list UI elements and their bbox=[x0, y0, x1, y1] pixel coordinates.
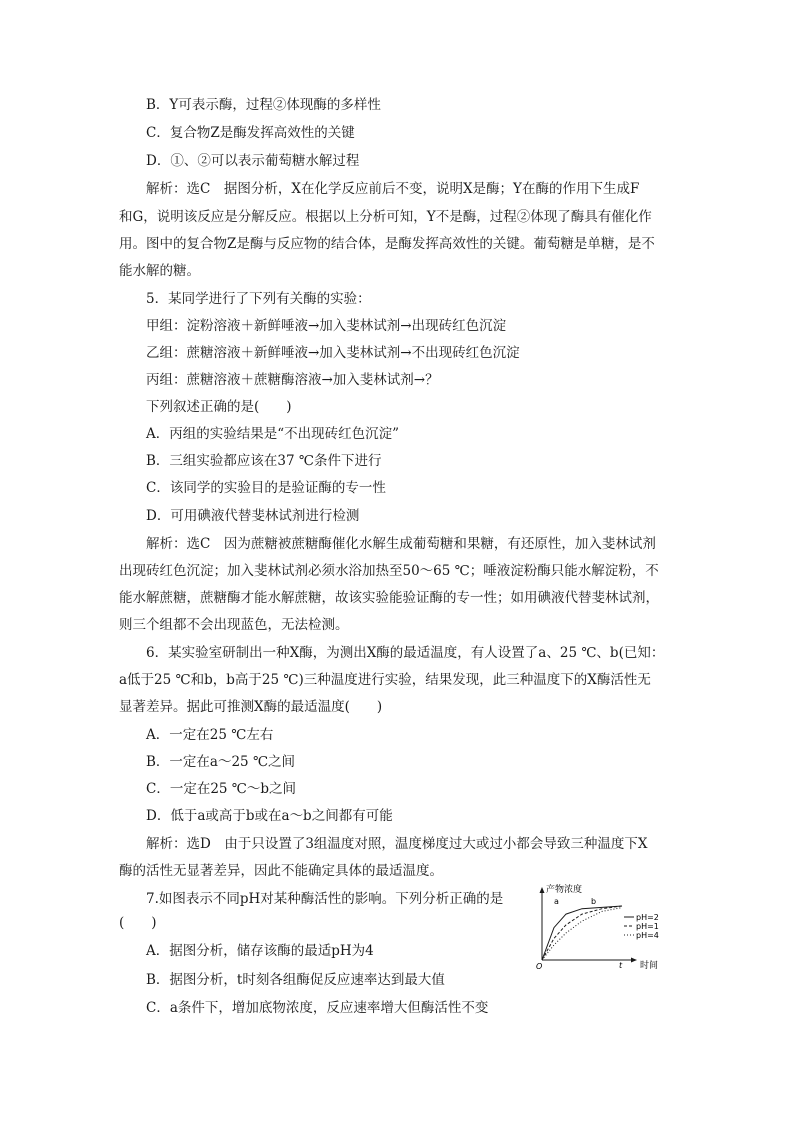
x-axis-arrow bbox=[631, 958, 637, 963]
origin-label: O bbox=[536, 962, 543, 971]
option-c: C．一定在25 ℃～b之间 bbox=[146, 781, 297, 797]
option-c: C．复合物Z是酶发挥高效性的关键 bbox=[146, 125, 355, 141]
question-6-stem: a低于25 ℃和b，b高于25 ℃)三种温度进行实验，结果发现，此三种温度下的X酶活性无 bbox=[119, 672, 651, 688]
question-prompt: 下列叙述正确的是( ) bbox=[146, 399, 292, 415]
option-a: A．一定在25 ℃左右 bbox=[146, 727, 274, 743]
option-b: B．据图分析，t时刻各组酶促反应速率达到最大值 bbox=[146, 972, 445, 988]
ph-enzyme-chart bbox=[534, 882, 674, 972]
analysis-line: 出现砖红色沉淀；加入斐林试剂必须水浴加热至50～65 ℃；唾液淀粉酶只能水解淀粉，不 bbox=[119, 563, 659, 579]
question-5-stem: 5．某同学进行了下列有关酶的实验： bbox=[146, 291, 371, 307]
analysis-line: 酶的活性无显著差异，因此不能确定具体的最适温度。 bbox=[119, 863, 443, 879]
analysis-line: 解析：选C 因为蔗糖被蔗糖酶催化水解生成葡萄糖和果糖，有还原性，加入斐林试剂 bbox=[146, 536, 656, 552]
legend-ph4: pH=4 bbox=[636, 931, 659, 940]
analysis-line: 解析：选D 由于只设置了3组温度对照，温度梯度过大或过小都会导致三种温度下X bbox=[146, 836, 648, 852]
option-b: B．Y可表示酶，过程②体现酶的多样性 bbox=[146, 97, 381, 113]
t-tick-label: t bbox=[619, 961, 623, 970]
x-axis-label: 时间 bbox=[640, 961, 659, 971]
option-d: D．可用碘液代替斐林试剂进行检测 bbox=[146, 508, 360, 524]
option-a: A．据图分析，储存该酶的最适pH为4 bbox=[146, 943, 374, 959]
option-c: C．该同学的实验目的是验证酶的专一性 bbox=[146, 480, 386, 496]
group-yi: 乙组：蔗糖溶液＋新鲜唾液→加入斐林试剂→不出现砖红色沉淀 bbox=[146, 345, 520, 361]
option-b: B．一定在a～25 ℃之间 bbox=[146, 754, 296, 770]
legend-ph2: pH=2 bbox=[636, 913, 659, 922]
analysis-line: 则三个组都不会出现蓝色，无法检测。 bbox=[119, 617, 349, 633]
group-jia: 甲组：淀粉溶液＋新鲜唾液→加入斐林试剂→出现砖红色沉淀 bbox=[146, 318, 507, 334]
point-label-b: b bbox=[591, 897, 597, 906]
analysis-line: 解析：选C 据图分析，X在化学反应前后不变，说明X是酶；Y在酶的作用下生成F bbox=[146, 181, 640, 197]
option-c: C．a条件下，增加底物浓度，反应速率增大但酶活性不变 bbox=[146, 1000, 489, 1016]
question-6-stem: 6．某实验室研制出一种X酶，为测出X酶的最适温度，有人设置了a、25 ℃、b(已知： bbox=[146, 645, 665, 661]
analysis-line: 能水解蔗糖，蔗糖酶才能水解蔗糖，故该实验能验证酶的专一性；如用碘液代替斐林试剂， bbox=[119, 590, 659, 606]
analysis-line: 和G，说明该反应是分解反应。根据以上分析可知，Y不是酶，过程②体现了酶具有催化作 bbox=[119, 209, 652, 225]
analysis-line: 用。图中的复合物Z是酶与反应物的结合体，是酶发挥高效性的关键。葡萄糖是单糖，是不 bbox=[119, 236, 655, 252]
option-d: D．低于a或高于b或在a～b之间都有可能 bbox=[146, 808, 393, 824]
group-bing: 丙组：蔗糖溶液＋蔗糖酶溶液→加入斐林试剂→？ bbox=[146, 372, 439, 388]
point-label-a: a bbox=[554, 897, 559, 906]
analysis-line: 能水解的糖。 bbox=[119, 263, 200, 279]
y-axis-arrow bbox=[540, 887, 545, 893]
legend-ph1: pH=1 bbox=[636, 922, 659, 931]
option-b: B．三组实验都应该在37 ℃条件下进行 bbox=[146, 453, 382, 469]
y-axis-label: 产物浓度 bbox=[546, 885, 583, 895]
question-7-stem: 7.如图表示不同pH对某种酶活性的影响。下列分析正确的是 bbox=[146, 891, 504, 907]
series-layer bbox=[542, 906, 622, 960]
series-line-pH=4 bbox=[542, 908, 622, 960]
question-6-stem: 显著差异。据此可推测X酶的最适温度( ) bbox=[119, 699, 383, 715]
series-line-pH=1 bbox=[542, 906, 622, 960]
option-a: A．丙组的实验结果是“不出现砖红色沉淀” bbox=[146, 426, 400, 442]
option-d: D．①、②可以表示葡萄糖水解过程 bbox=[146, 153, 360, 169]
answer-blank: ( ) bbox=[119, 915, 157, 931]
